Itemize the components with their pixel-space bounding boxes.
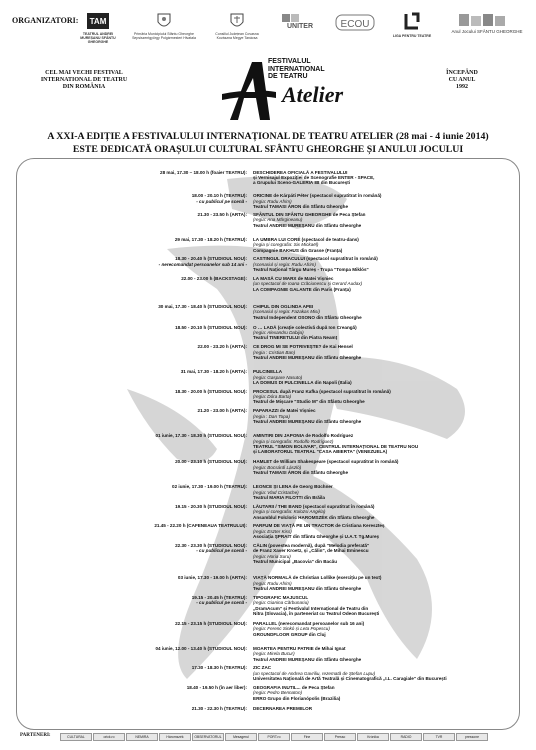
event-title-line: Teatrul TINERETULUI din Piatra Neamț	[253, 335, 338, 341]
uniter-logo	[278, 12, 322, 32]
schedule-time	[27, 504, 247, 509]
schedule-event	[253, 433, 513, 455]
event-title-line: LA UMBRA LUI CORÉ (spectacol de teatru-dans)	[253, 236, 359, 242]
schedule-time	[27, 325, 247, 330]
event-credit: (regia: Dóra Barta)	[253, 394, 292, 400]
schedule-event	[253, 344, 513, 360]
event-title-line: Teatrul ANDREI MUREȘANU din Sfântu Gheorghe	[253, 586, 362, 592]
schedule-event	[253, 665, 513, 681]
schedule-time-note: - cu publicul pe scenă -	[196, 548, 247, 554]
schedule-time-label: 22.15 - 23.15 h (STUDIOUL NOU):	[175, 620, 247, 626]
event-title-line: DECERNAREA PREMIILOR	[253, 705, 313, 711]
tam-logo: TAM TEATRUL ANDREI MUREȘANU SFÂNTU GHEORGHE	[78, 12, 118, 44]
schedule-time-label: 18.50 - 20.10 h (STUDIOUL NOU):	[175, 324, 247, 330]
schedule-time	[27, 344, 247, 349]
schedule-time	[27, 484, 247, 489]
partner-logo: pressone	[456, 733, 488, 741]
svg-text:UNITER: UNITER	[286, 23, 314, 30]
event-credit: (regia: Horia Suru)	[253, 553, 291, 559]
event-credit: (regia : Dan Topa)	[253, 413, 290, 419]
event-title-line: a Grupului Sceno-GALERIA 88 din București	[253, 180, 351, 186]
event-title-line: LA COMPAGNIE GALANTE din Paris (Franța)	[253, 286, 351, 292]
event-title-line: AMINTIRI DIN JAPONIA de Rodolfo Rodríguez	[253, 433, 354, 439]
event-credit: (scenariul și regia: Fazakas Misi)	[253, 309, 320, 315]
event-title-line: Teatrul ANDREI MUREȘANU din Sfântu Gheorghe	[253, 355, 362, 360]
partner-logo: NEMIRA	[126, 733, 158, 741]
event-title-line: LA MASĂ CU MARX de Matei Vișniec	[253, 275, 334, 281]
event-title-line: PROCESUL după Franz Kafka (spectacol supratitrat în română)	[253, 388, 391, 394]
schedule-time-note: - nerecomandat persoanelor sub 14 ani -	[158, 261, 247, 267]
event-title-line: SFÂNTUL DIN SFÂNTU GHEORGHE de Peca Ștefan	[253, 211, 366, 217]
event-credit: (regia: Radu Afrim)	[253, 198, 292, 204]
schedule-time-note: - cu publicul pe scenă -	[196, 198, 247, 204]
ecou-logo	[334, 12, 376, 34]
event-title-line: Ansamblul Folcloric HAROMSZÉK din Sfântu Gheorghe	[253, 514, 375, 520]
anii-jocului-logo: Anul Jocului SFÂNTU GHEORGHE	[450, 12, 524, 34]
program-panel	[16, 158, 520, 730]
event-title-line: Teatrul ANDREI MUREȘANU din Sfântu Gheorghe	[253, 656, 362, 662]
schedule-time	[27, 706, 247, 711]
event-credit: (regia: Bocsárdi László)	[253, 464, 302, 470]
schedule-time	[27, 256, 247, 267]
schedule-event	[253, 276, 513, 292]
schedule-time	[27, 523, 247, 528]
event-title-line: TEATRUL "SIMON BOLIVAR", CENTRUL INTERNAȚIONAL DE TEATRU NOU	[253, 443, 419, 449]
partner-logo: Presso	[324, 733, 356, 741]
header-right-text: ÎNCEPÂND CU ANUL 1992	[446, 70, 478, 90]
schedule-event	[253, 484, 513, 500]
event-title-line: PAPARAZZI de Matei Vișniec	[253, 408, 316, 414]
event-title-line: ERRO Grupo din Florianópolis (Brazilia)	[253, 695, 341, 701]
schedule-time	[27, 304, 247, 309]
schedule-event	[253, 543, 513, 565]
headline-line-1: A XXI-A EDIȚIE A FESTIVALULUI INTERNAȚIONAL DE TEATRU ATELIER (28 mai - 4 iunie 2014)	[47, 131, 489, 142]
partner-logo: Fine	[291, 733, 323, 741]
event-title-line: Teatrul de Mișcare "Studio M" din Sfântu Gheorghe	[253, 399, 365, 405]
event-credit: (regia: Ferenc Sinkó și Leta Popescu)	[253, 626, 330, 632]
schedule-event	[253, 369, 513, 385]
event-credit: (regia: Alexandru Dabija)	[253, 330, 304, 336]
festival-atelier-script: Atelier	[282, 82, 344, 107]
schedule-time	[27, 685, 247, 690]
schedule-event	[253, 193, 513, 209]
event-credit: (regia: Gianina Cărbunariu)	[253, 600, 309, 606]
event-title-line: Teatrul Național Târgu Mureș - Trupa "Tompa Miklós"	[253, 267, 369, 273]
partner-logo: RADIO	[390, 733, 422, 741]
schedule-time-label: 21.45 - 22.20 h (CAFENEAUA TEATRULUI):	[154, 523, 247, 529]
schedule-event	[253, 595, 513, 617]
event-title-line: Teatrul ANDREI MUREȘANU din Sfântu Gheorghe	[253, 222, 362, 228]
partner-logo: Háromszék	[159, 733, 191, 741]
schedule-event	[253, 523, 513, 539]
event-title-line: Compagnie BAKHUS din Grasse (Franța)	[253, 247, 343, 253]
schedule-event	[253, 685, 513, 701]
schedule-event	[253, 304, 513, 320]
schedule-time-label: 19.15 - 20.30 h (STUDIOUL NOU):	[175, 503, 247, 509]
liga-logo: LIGA PENTRU TEATRE	[392, 12, 432, 38]
schedule-time-label: 04 iunie, 12.00 - 13.40 h (STUDIOUL NOU):	[155, 645, 247, 651]
schedule-event	[253, 237, 513, 253]
schedule-time	[27, 170, 247, 175]
schedule-event	[253, 212, 513, 228]
schedule-time-label: 22.30 - 23.30 h (STUDIOUL NOU):	[175, 542, 247, 548]
event-title-line: MOARTEA PENTRU PATRIE de Mihai Ignat	[253, 645, 346, 651]
edition-headline	[20, 130, 516, 156]
schedule-time-label: 03 iunie, 17.30 - 19.00 h (ARTA):	[177, 575, 247, 581]
event-title-line: Asociația ȘPRAIT din Sfântu Gheorghe și U.A.T. Tg.Mureș	[253, 534, 380, 540]
schedule-event	[253, 459, 513, 475]
event-title-line: LEONCE ȘI LENA de Georg Büchner	[253, 484, 333, 490]
event-title-line: CASTINGUL DRACULUI (spectacol supratitrat în română)	[253, 256, 378, 262]
schedule-time-note: - cu publicul pe scenă -	[196, 600, 247, 606]
schedule-time	[27, 408, 247, 413]
event-title-line: Teatrul MARIA FILOTTI din Brăila	[253, 494, 325, 500]
event-title-line: LĂUTARII / THE BAND (spectacol supratitrat în română)	[253, 503, 375, 509]
schedule-event	[253, 621, 513, 637]
event-title-line: GEOGRAFIA INUTIL... de Peca Ștefan	[253, 684, 335, 690]
event-credit: (regia: Eszter Kiss)	[253, 528, 292, 534]
event-title-line: LA DOMUS DI PULCINELLA din Napoli (Italia)	[253, 379, 352, 385]
event-credit: (regia și coregrafia: Rodolfo Rodríguez)	[253, 438, 334, 444]
event-title-line: O … LADĂ (creație colectivă după Ion Creangă)	[253, 324, 357, 330]
event-credit: (regia: Mirela Bucur)	[253, 651, 295, 657]
event-credit: (scenariul și regia: Radu Afrim)	[253, 261, 316, 267]
event-credit: (un spectacol de Andrea Gavriliu, rezemată de Ștefan Lupu)	[253, 670, 376, 676]
partner-logo: PORT.ro	[258, 733, 290, 741]
event-title-line: CE DROG MI SE POTRIVEȘTE? de Kai Hensel	[253, 344, 353, 350]
event-title-line: „DramAcum" și Festivalul Internațional de Teatru din	[253, 605, 369, 611]
schedule-time-label: 18.30 - 20.00 h (STUDIOUL NOU):	[175, 388, 247, 394]
schedule-time	[27, 575, 247, 580]
event-title-line: GROUNDFLOOR GROUP din Cluj	[253, 631, 326, 637]
partner-logo: CULTURAL	[60, 733, 92, 741]
consiliul-logo: Consiliul Județean Covasna Kovászna Megye Tanácsa	[212, 12, 262, 40]
event-title-line: și LABORATORUL TEATRAL "CASA ABIERTA" (VENEZUELA)	[253, 449, 388, 455]
schedule-event	[253, 325, 513, 341]
event-credit: (regia și coregrafia: Kolozsi Angéla)	[253, 509, 326, 515]
schedule-time	[27, 621, 247, 626]
festival-header	[0, 58, 536, 126]
organizers-bar	[8, 8, 530, 56]
primaria-logo: Primăria Municipiului Sfântu Gheorghe Sepsiszentgyörgy Polgármesteri Hivatala	[128, 12, 200, 40]
event-credit: (regia: Ana Mărgineanu)	[253, 217, 303, 223]
schedule-event	[253, 408, 513, 424]
partner-logo: OBSERVATORUL	[192, 733, 224, 741]
schedule-time	[27, 433, 247, 438]
schedule-time	[27, 193, 247, 204]
headline-line-2: ESTE DEDICATĂ ORAȘULUI CULTURAL SFÂNTU GHEORGHE ȘI ANULUI JOCULUI	[72, 144, 464, 155]
event-title-line: Teatrul TAMASI ÁRON din Sfântu Gheorghe	[253, 204, 349, 210]
event-title-line: Teatrul TAMASI ÁRON din Sfântu Gheorghe	[253, 470, 349, 476]
schedule-time-label: 21.20 - 23.00 h (ARTA):	[197, 408, 247, 414]
schedule-time	[27, 212, 247, 217]
schedule-time	[27, 595, 247, 606]
partner-logo: orick.ro	[93, 733, 125, 741]
schedule-time-label: 21.30 - 22.30 h (TEATRU):	[191, 705, 247, 711]
event-credit: (regia: Radu Afrim)	[253, 580, 292, 586]
schedule-time	[27, 646, 247, 651]
schedule-time-label: 02 iunie, 17.30 - 19.00 h (TEATRU):	[172, 484, 247, 490]
schedule-event	[253, 646, 513, 662]
schedule-time	[27, 369, 247, 374]
schedule-event	[253, 170, 513, 186]
partners-label: PARTENERI:	[20, 733, 51, 738]
schedule-time-label: 21.30 - 23.50 h (ARTA):	[197, 211, 247, 217]
partner-logo: Krónika	[357, 733, 389, 741]
event-title-line: CĂLIN (povestea modernă), după "Melodia preferată"	[253, 542, 370, 548]
schedule-time-label: 20.00 - 23.10 h (STUDIOUL NOU):	[175, 459, 247, 465]
schedule-time	[27, 543, 247, 554]
schedule-time-label: 31 mai, 17.30 - 18.20 h (ARTA):	[180, 369, 247, 375]
schedule-event	[253, 706, 513, 711]
schedule-event	[253, 575, 513, 591]
schedule-event	[253, 389, 513, 405]
partner-logo: Mesagerul	[225, 733, 257, 741]
event-title-line: și Vernisajul Expoziției de Scenografie ENTER - SPACE,	[253, 174, 375, 180]
schedule-time-label: 01 iunie, 17.30 - 18.30 h (STUDIOUL NOU):	[155, 433, 247, 439]
schedule-time-label: 18.00 - 20.10 h (TEATRU):	[191, 193, 247, 199]
schedule-time	[27, 389, 247, 394]
event-title-line: de Franz Xaver Kroetz, și „Călin", de Mihai Eminescu	[253, 548, 369, 554]
partner-logo: TVR	[423, 733, 455, 741]
schedule-time-label: 28 mai, 17.30 – 18.00 h (foaier TEATRU):	[160, 169, 247, 175]
event-title-line: ZIC ZAC	[253, 665, 272, 671]
header-left-text: CEL MAI VECHI FESTIVAL INTERNATIONAL DE TEATRU DIN ROMÂNIA	[40, 70, 128, 90]
event-title-line: TIPOGRAFIC MAJUSCUL	[253, 594, 309, 600]
svg-text:ECOU: ECOU	[340, 19, 370, 30]
schedule-time	[27, 237, 247, 242]
festival-title: FESTIVALUL INTERNATIONAL DE TEATRU	[268, 58, 325, 80]
event-credit: (regia : Cristian Ban)	[253, 349, 296, 355]
event-title-line: CHIPUL DIN OGLINDA APEI	[253, 304, 314, 310]
schedule-time-label: 22.00 - 23.20 h (ARTA):	[197, 344, 247, 350]
schedule-time	[27, 276, 247, 281]
schedule-time-label: 29 mai, 17.30 - 18.20 h (TEATRU):	[174, 236, 247, 242]
event-title-line: HAMLET de William Shakespeare (spectacol supratitrat în română)	[253, 459, 399, 465]
event-credit: (un spectacol de Ioana Crăciunescu și Gerard Audax)	[253, 281, 363, 287]
schedule-time-label: 22.00 - 23.00 h (BACKSTAGE):	[181, 275, 247, 281]
organizers-label: ORGANIZATORI:	[12, 16, 79, 25]
schedule-time-label: 19.15 - 20.45 h (TEATRU):	[191, 594, 247, 600]
event-title-line: PARALLEL (nerecomandat persoanelor sub 16 ani)	[253, 620, 365, 626]
schedule-time-label: 18.30 - 20.40 h (STUDIOUL NOU):	[175, 256, 247, 262]
schedule-time	[27, 665, 247, 670]
event-title-line: PARFUM DE VIAȚĂ PE UN TRACTOR de Cristiana Kereszteș	[253, 523, 385, 529]
event-credit: (regia: Vlad Cristache)	[253, 489, 299, 495]
schedule-time-label: 30 mai, 17.30 - 18.40 h (STUDIOUL NOU):	[158, 304, 247, 310]
schedule-time-label: 18.40 - 19.50 h (în aer liber):	[186, 684, 247, 690]
event-credit: (regia: Pedro Bennaton)	[253, 690, 303, 696]
event-title-line: Universitatea Națională de Artă Teatrală și Cinematografică „I.L. Caragiale" din București	[253, 676, 447, 682]
event-title-line: DESCHIDEREA OFICIALĂ A FESTIVALULUI	[253, 169, 348, 175]
event-title-line: Teatrul Independent OSONO din Sfântu Gheorghe	[253, 314, 362, 320]
schedule-event	[253, 256, 513, 272]
event-title-line: Teatrul Municipal „Bacovia" din Bacău	[253, 558, 338, 564]
schedule-time-label: 17.30 - 18.30 h (TEATRU):	[191, 665, 247, 671]
event-title-line: ORICINE de Kárpáti Péter (spectacol supratitrat în română)	[253, 193, 382, 199]
event-title-line: VIAȚĂ NORMALĂ de Christian Lollike (exercițiu pe un text)	[253, 575, 382, 581]
event-credit: (regia și coregrafia: Six Mickaël)	[253, 242, 319, 248]
event-credit: (regia: Gaspare Nasuto)	[253, 374, 303, 380]
event-title-line: PULCINELLA	[253, 369, 283, 375]
partners-bar	[16, 733, 518, 749]
schedule-time	[27, 459, 247, 464]
event-title-line: Nitra (Slovacia), în parteneriat cu Teatrul Odeon București	[253, 611, 380, 617]
schedule-event	[253, 504, 513, 520]
svg-text:TAM: TAM	[89, 17, 107, 26]
event-title-line: Teatrul ANDREI MUREȘANU din Sfântu Gheorghe	[253, 419, 362, 425]
